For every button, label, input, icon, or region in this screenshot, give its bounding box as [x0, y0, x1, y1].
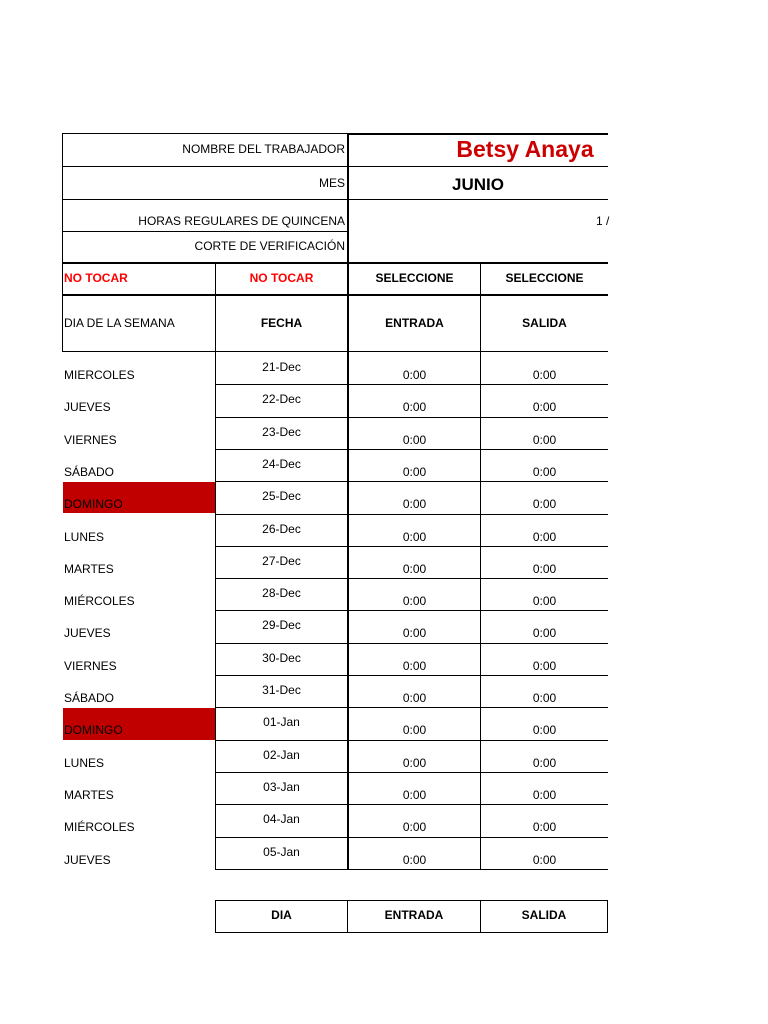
- grid-line: [215, 837, 608, 838]
- exit-cell[interactable]: 0:00: [532, 497, 557, 512]
- date-cell: 31-Dec: [262, 683, 301, 697]
- date-cell: 30-Dec: [262, 650, 301, 665]
- seleccione-label-1: SELECCIONE: [375, 271, 454, 285]
- grid-line: [215, 610, 608, 611]
- hours-label: HORAS REGULARES DE QUINCENA: [138, 214, 345, 228]
- day-cell: LUNES: [64, 755, 105, 770]
- date-cell: 02-Jan: [263, 747, 300, 762]
- entry-cell[interactable]: 0:00: [402, 368, 427, 382]
- exit-cell[interactable]: 0:00: [532, 787, 557, 802]
- no-tocar-label-2: NO TOCAR: [249, 271, 314, 285]
- exit-cell[interactable]: 0:00: [532, 691, 557, 705]
- day-cell: MIÉRCOLES: [64, 594, 135, 609]
- exit-cell[interactable]: 0:00: [532, 594, 557, 609]
- grid-line: [215, 546, 608, 547]
- entry-cell[interactable]: 0:00: [402, 529, 427, 544]
- entry-cell[interactable]: 0:00: [402, 594, 427, 609]
- entry-column-header: ENTRADA: [385, 316, 444, 330]
- grid-line: [62, 294, 608, 296]
- grid-line: [215, 514, 608, 515]
- day-cell: SÁBADO: [64, 691, 115, 705]
- grid-line: [62, 133, 63, 264]
- grid-line: [215, 804, 608, 805]
- entry-cell[interactable]: 0:00: [402, 852, 427, 867]
- exit-cell[interactable]: 0:00: [532, 755, 557, 770]
- day-cell: JUEVES: [64, 400, 111, 415]
- month-label: MES: [318, 176, 345, 190]
- grid-line: [215, 449, 608, 450]
- grid-line: [215, 932, 608, 933]
- grid-line: [480, 352, 481, 869]
- grid-line: [215, 352, 216, 869]
- day-cell: MIERCOLES: [64, 368, 135, 382]
- grid-line: [62, 262, 608, 264]
- date-cell: 23-Dec: [262, 424, 301, 439]
- date-cell: 24-Dec: [262, 456, 301, 471]
- worker-name[interactable]: Betsy Anaya: [456, 136, 594, 162]
- date-cell: 25-Dec: [262, 489, 301, 504]
- exit-cell[interactable]: 0:00: [532, 852, 557, 867]
- day-cell: MARTES: [64, 787, 114, 802]
- date-cell: 28-Dec: [262, 586, 301, 601]
- day-cell: JUEVES: [64, 626, 111, 641]
- exit-cell[interactable]: 0:00: [532, 626, 557, 641]
- bottom-day-header: DIA: [271, 908, 292, 922]
- grid-line: [62, 231, 348, 232]
- worker-label: NOMBRE DEL TRABAJADOR: [182, 142, 345, 156]
- date-cell: 27-Dec: [262, 553, 301, 568]
- exit-cell[interactable]: 0:00: [532, 723, 557, 738]
- cut-label: CORTE DE VERIFICACIÓN: [194, 239, 345, 253]
- day-cell: MARTES: [64, 561, 114, 576]
- exit-cell[interactable]: 0:00: [532, 561, 557, 576]
- date-cell: 22-Dec: [262, 392, 301, 407]
- grid-line: [215, 481, 608, 482]
- grid-line: [62, 351, 608, 352]
- entry-cell[interactable]: 0:00: [402, 658, 427, 673]
- exit-cell[interactable]: 0:00: [532, 400, 557, 415]
- grid-line: [215, 900, 608, 901]
- date-column-header: FECHA: [260, 316, 303, 330]
- grid-line: [215, 869, 608, 870]
- day-cell: SÁBADO: [64, 464, 115, 479]
- entry-cell[interactable]: 0:00: [402, 820, 427, 835]
- entry-cell[interactable]: 0:00: [402, 400, 427, 415]
- grid-line: [215, 772, 608, 773]
- entry-cell[interactable]: 0:00: [402, 497, 427, 512]
- entry-cell[interactable]: 0:00: [402, 691, 427, 705]
- day-cell: VIERNES: [64, 658, 117, 673]
- exit-cell[interactable]: 0:00: [532, 464, 557, 479]
- exit-column-header: SALIDA: [522, 316, 567, 330]
- date-cell: 29-Dec: [262, 618, 301, 633]
- exit-cell[interactable]: 0:00: [532, 820, 557, 835]
- no-tocar-label-1: NO TOCAR: [64, 271, 128, 285]
- date-cell: 26-Dec: [262, 521, 301, 536]
- date-cell: 03-Jan: [263, 779, 300, 794]
- bottom-exit-header: SALIDA: [521, 908, 567, 922]
- date-cell: 04-Jan: [263, 812, 300, 827]
- entry-cell[interactable]: 0:00: [402, 755, 427, 770]
- grid-line: [607, 900, 608, 933]
- grid-line: [215, 417, 608, 418]
- date-cell: 21-Dec: [262, 360, 301, 374]
- hours-value[interactable]: 1 /: [596, 214, 610, 228]
- grid-line: [215, 384, 608, 385]
- grid-line: [347, 133, 349, 264]
- grid-line: [215, 578, 608, 579]
- grid-line: [215, 740, 608, 741]
- day-cell: VIERNES: [64, 432, 117, 447]
- exit-cell[interactable]: 0:00: [532, 529, 557, 544]
- entry-cell[interactable]: 0:00: [402, 432, 427, 447]
- day-cell: JUEVES: [64, 852, 111, 867]
- bottom-entry-header: ENTRADA: [384, 908, 444, 922]
- month-value[interactable]: JUNIO: [452, 175, 504, 194]
- date-cell: 01-Jan: [263, 715, 300, 730]
- day-column-header: DIA DE LA SEMANA: [64, 316, 175, 330]
- grid-line: [62, 166, 608, 167]
- exit-cell[interactable]: 0:00: [532, 658, 557, 673]
- day-cell: MIÉRCOLES: [64, 820, 135, 835]
- grid-line: [215, 643, 608, 644]
- entry-cell[interactable]: 0:00: [402, 787, 427, 802]
- day-cell: DOMINGO: [64, 723, 123, 738]
- grid-line: [215, 675, 608, 676]
- entry-cell[interactable]: 0:00: [402, 561, 427, 576]
- day-cell: DOMINGO: [64, 497, 123, 512]
- exit-cell[interactable]: 0:00: [532, 368, 557, 382]
- seleccione-label-2: SELECCIONE: [505, 271, 584, 285]
- grid-line: [347, 352, 349, 869]
- grid-line: [215, 707, 608, 708]
- grid-line: [62, 199, 608, 200]
- day-cell: LUNES: [64, 529, 105, 544]
- exit-cell[interactable]: 0:00: [532, 432, 557, 447]
- entry-cell[interactable]: 0:00: [402, 464, 427, 479]
- grid-line: [62, 264, 63, 352]
- date-cell: 05-Jan: [263, 844, 300, 859]
- entry-cell[interactable]: 0:00: [402, 626, 427, 641]
- entry-cell[interactable]: 0:00: [402, 723, 427, 738]
